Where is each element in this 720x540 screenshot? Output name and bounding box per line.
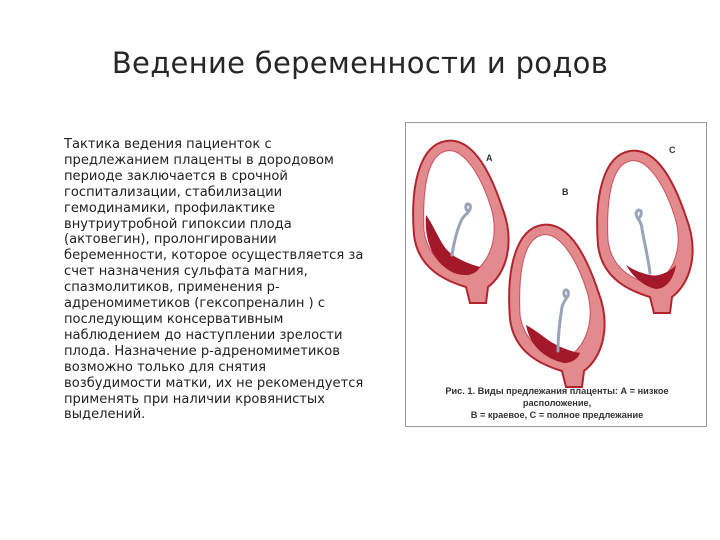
figure-caption [412, 385, 702, 421]
figure-caption-line2: В = краевое, С = полное предлежание [470, 410, 644, 420]
figure-label-c: С [669, 145, 676, 155]
figure-label-b: В [562, 187, 569, 197]
placenta-previa-illustration [406, 123, 708, 428]
figure-caption-line1: Рис. 1. Виды предлежания плаценты: А = низкое расположение, [445, 386, 669, 408]
uterus-c [597, 151, 692, 313]
figure-label-a: А [486, 153, 493, 163]
uterus-b [509, 225, 604, 387]
uterus-a [413, 141, 508, 303]
body-paragraph: Тактика ведения пациенток с предлежанием плаценты в дородовом периоде заключается в срочной госпитализации, стабилизации гемодинамики, профилактике внутриутробной гипоксии плода (актовегин), пролонгировании беременности, которое осуществляется за счет назначения сульфата магния, спазмолитиков, применения р-адреномиметиков (гексопреналин ) с последующим консервативным наблюдением до наступлении зрелости плода. Назначение р-адреномиметиков возможно только для снятия возбудимости матки, их не рекомендуется применять при наличии кровянистых выделений. [64, 137, 364, 423]
figure-box [405, 122, 707, 427]
slide-title: Ведение беременности и родов [111, 46, 609, 80]
